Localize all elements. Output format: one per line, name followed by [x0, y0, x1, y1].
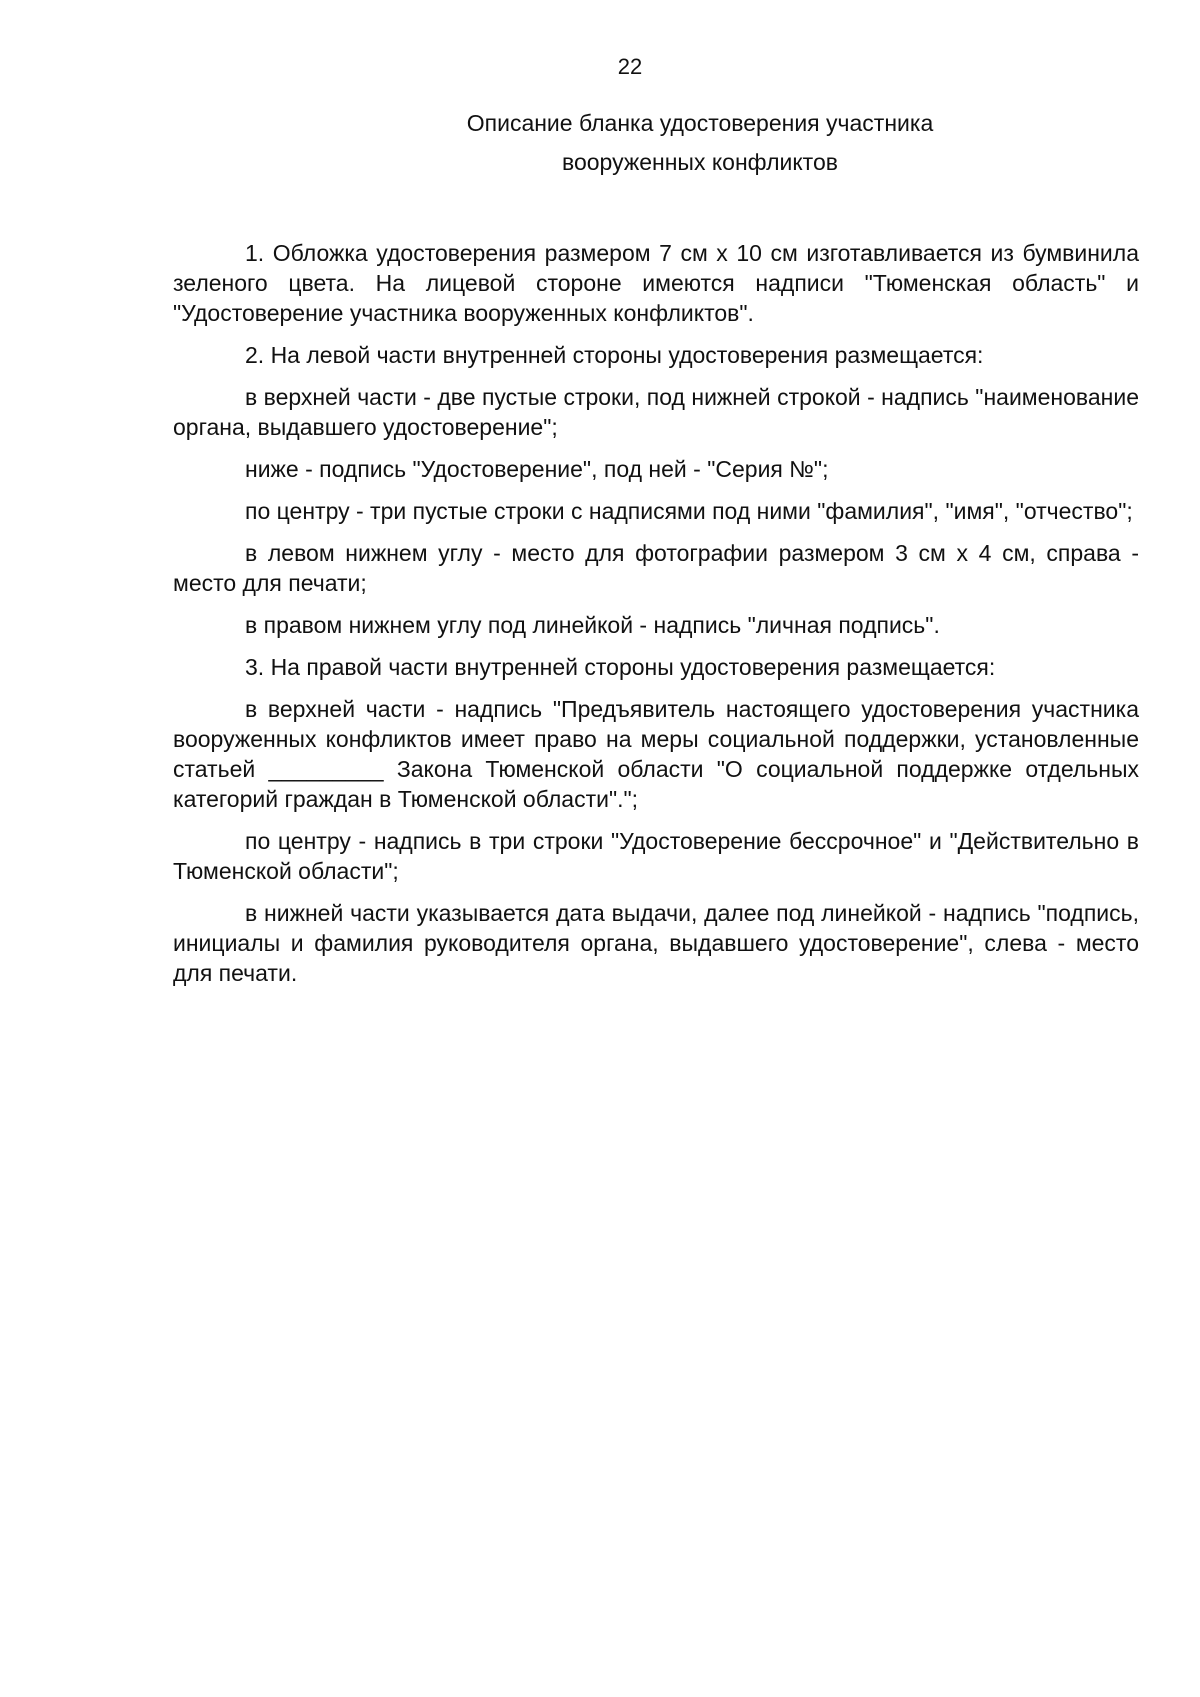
paragraph-right-top: в верхней части - надпись "Предъявитель настоящего удостоверения участника вооруженных конфликтов имеет право на меры социальной поддержки, установленные статьей _________ Закона Тюменской области "О социальной поддержке отдельных категорий граждан в Тюменской области".";: [173, 696, 1139, 812]
paragraph-left-bottom-right: в правом нижнем углу под линейкой - надпись "личная подпись".: [245, 612, 940, 638]
page-number: 22: [617, 54, 643, 79]
paragraph-3-right-side: 3. На правой части внутренней стороны удостоверения размещается:: [245, 654, 996, 680]
paragraph-2-left-side: 2. На левой части внутренней стороны удостоверения размещается:: [245, 342, 984, 368]
paragraph-1-cover: 1. Обложка удостоверения размером 7 см х 10 см изготавливается из бумвинила зеленого цвета. На лицевой стороне имеются надписи "Тюменская область" и "Удостоверение участника вооруженных конфликтов".: [173, 240, 1139, 326]
title-line-1: Описание бланка удостоверения участника: [466, 110, 934, 136]
title-line-2: вооруженных конфликтов: [562, 149, 838, 175]
paragraph-left-below: ниже - подпись "Удостоверение", под ней - "Серия №";: [245, 456, 829, 482]
paragraph-left-top: в верхней части - две пустые строки, под нижней строкой - надпись "наименование органа, выдавшего удостоверение";: [173, 384, 1139, 440]
document-body: [173, 238, 1139, 1000]
paragraph-right-center: по центру - надпись в три строки "Удостоверение бессрочное" и "Действительно в Тюменской области";: [173, 828, 1139, 884]
document-title: [175, 104, 1200, 182]
paragraph-left-center: по центру - три пустые строки с надписями под ними "фамилия", "имя", "отчество";: [245, 498, 1133, 524]
paragraph-left-bottom-left: в левом нижнем углу - место для фотографии размером 3 см х 4 см, справа - место для печати;: [173, 540, 1139, 596]
paragraph-right-bottom: в нижней части указывается дата выдачи, далее под линейкой - надпись "подпись, инициалы и фамилия руководителя органа, выдавшего удостоверение", слева - место для печати.: [173, 900, 1139, 986]
